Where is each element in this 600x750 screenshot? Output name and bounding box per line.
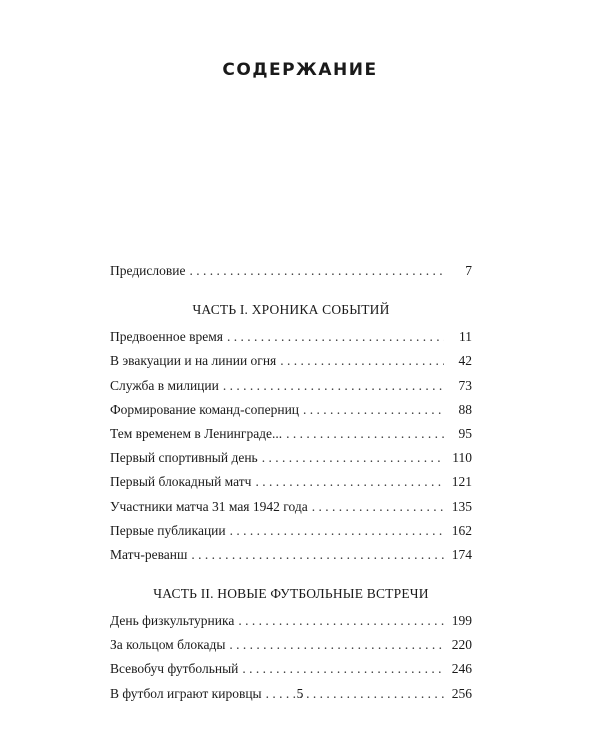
toc-entry-page: 174	[451, 546, 472, 562]
toc-leader-dots	[191, 543, 444, 567]
toc-entry	[110, 495, 472, 519]
toc-entry	[110, 633, 472, 657]
toc-entry-title: День физкультурника	[110, 613, 235, 629]
toc-entry	[110, 374, 472, 398]
toc-entry-page: 110	[452, 450, 472, 466]
toc-entry-title: Матч-реванш	[110, 546, 188, 562]
toc-entry-page: 135	[451, 498, 472, 514]
toc-entry-page: 246	[451, 661, 472, 677]
toc-leader-dots	[280, 349, 444, 373]
toc-entry-page: 73	[458, 377, 472, 393]
toc-entry-page: 7	[465, 263, 472, 278]
toc-leader-dots	[230, 519, 444, 543]
toc-entry	[110, 519, 472, 543]
toc-leader-dots	[238, 609, 444, 633]
toc-leader-dots	[255, 470, 444, 494]
toc-entry-page: 162	[451, 522, 472, 538]
toc-entry-title: Предисловие	[110, 263, 186, 278]
toc-entry-title: За кольцом блокады	[110, 637, 226, 653]
toc-leader-dots	[229, 633, 444, 657]
toc-entry	[110, 422, 472, 446]
toc-entry-title: Первый блокадный матч	[110, 474, 252, 490]
table-of-contents	[110, 259, 472, 706]
toc-entry	[110, 470, 472, 494]
toc-entry-title: В футбол играют кировцы	[110, 685, 262, 701]
toc-entry-page: 121	[451, 474, 472, 490]
toc-entry	[110, 609, 472, 633]
toc-entry	[110, 657, 472, 681]
toc-entry	[110, 446, 472, 470]
toc-entry	[110, 259, 472, 283]
toc-leader-dots	[242, 657, 444, 681]
toc-entry-title: В эвакуации и на линии огня	[110, 353, 277, 369]
toc-entry-page: 256	[451, 685, 472, 701]
toc-entry-title: Служба в милиции	[110, 377, 219, 393]
toc-entry-title: Первый спортивный день	[110, 450, 258, 466]
toc-leader-dots	[223, 374, 444, 398]
part-heading: ЧАСТЬ I. ХРОНИКА СОБЫТИЙ	[192, 302, 390, 318]
toc-entry-title: Тем временем в Ленинграде...	[110, 425, 283, 441]
toc-entry	[110, 349, 472, 373]
toc-entry-page: 220	[451, 637, 472, 653]
toc-entry-title: Формирование команд-соперниц	[110, 401, 300, 417]
part-heading: ЧАСТЬ II. НОВЫЕ ФУТБОЛЬНЫЕ ВСТРЕЧИ	[153, 586, 429, 602]
toc-entry-title: Первые публикации	[110, 522, 226, 538]
toc-entry-page: 95	[458, 425, 472, 441]
toc-leader-dots	[189, 259, 444, 283]
toc-entry-title: Участники матча 31 мая 1942 года	[110, 498, 308, 514]
toc-entry-title: Всевобуч футбольный	[110, 661, 239, 677]
toc-entry-page: 11	[459, 329, 472, 345]
toc-entry-page: 88	[458, 401, 472, 417]
page-number: 5	[296, 686, 304, 701]
toc-entry	[110, 398, 472, 422]
toc-leader-dots	[286, 422, 444, 446]
toc-leader-dots	[303, 398, 444, 422]
toc-entry-page: 199	[451, 613, 472, 629]
toc-entry	[110, 543, 472, 567]
toc-leader-dots	[312, 495, 444, 519]
toc-leader-dots	[262, 446, 444, 470]
toc-leader-dots	[227, 325, 444, 349]
toc-entry-title: Предвоенное время	[110, 329, 223, 345]
toc-entry	[110, 325, 472, 349]
toc-entry-page: 42	[458, 353, 472, 369]
page-title: СОДЕРЖАНИЕ	[222, 60, 378, 80]
